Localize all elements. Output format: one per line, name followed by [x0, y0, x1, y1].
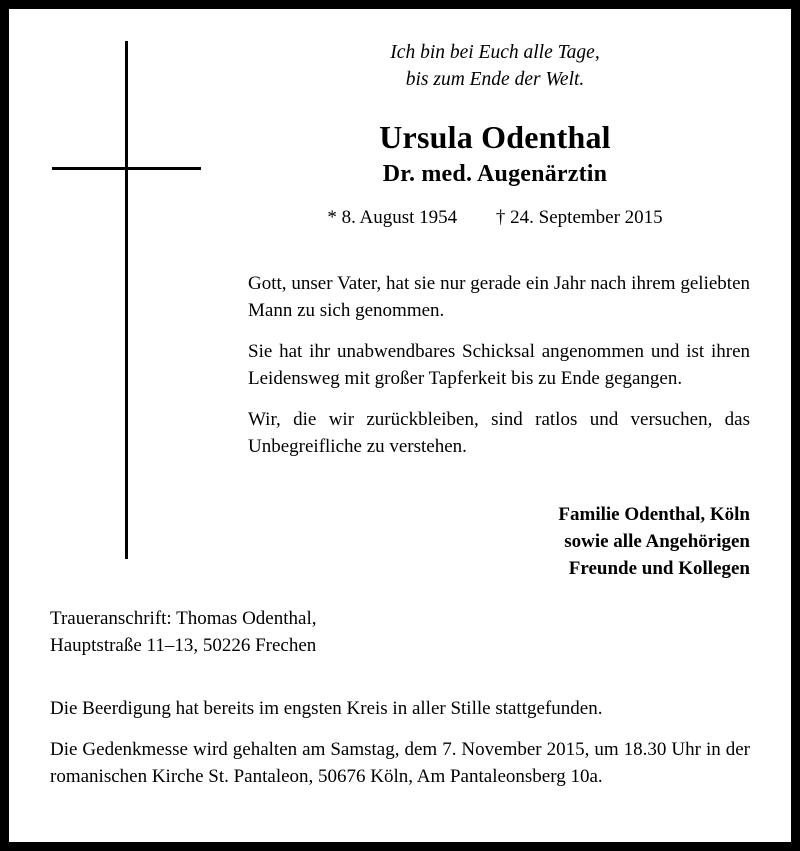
address-line-1: Traueranschrift: Thomas Odenthal,	[50, 608, 317, 629]
birth-date: * 8. August 1954	[327, 207, 458, 228]
address-line-2: Hauptstraße 11–13, 50226 Frechen	[50, 634, 317, 656]
cross-horizontal-bar	[52, 167, 201, 170]
deceased-name: Ursula Odenthal	[379, 119, 611, 155]
tribute-paragraph: Sie hat ihr unabwendbares Schicksal angenommen und ist ihren Leidensweg mit großer Tapferkeit bis zu Ende gegangen.	[248, 340, 750, 389]
epigraph	[240, 40, 750, 93]
epigraph-line-2: bis zum Ende der Welt.	[405, 68, 585, 90]
tribute-paragraph: Wir, die wir zurückbleiben, sind ratlos und versuchen, das Unbegreifliche zu verstehen.	[248, 408, 750, 457]
tribute-text	[248, 271, 750, 461]
epigraph-line-1: Ich bin bei Euch alle Tage,	[390, 42, 600, 63]
cross-vertical-bar	[125, 41, 128, 559]
signature-line-3: Freunde und Kollegen	[568, 557, 750, 579]
signature-line-1: Familie Odenthal, Köln	[558, 504, 750, 525]
condolence-address	[50, 606, 570, 660]
deceased-subtitle: Dr. med. Augenärztin	[382, 161, 608, 187]
signature-block	[400, 502, 750, 583]
life-dates	[240, 207, 750, 230]
announcement-burial: Die Beerdigung hat bereits im engsten Kreis in aller Stille stattgefunden.	[50, 698, 603, 719]
announcement-memorial-mass: Die Gedenkmesse wird gehalten am Samstag, dem 7. November 2015, um 18.30 Uhr in der romanischen Kirche St. Pantaleon, 50676 Köln, Am Pantaleonsberg 10a.	[50, 738, 750, 787]
death-date: † 24. September 2015	[495, 207, 663, 228]
announcements	[50, 696, 750, 791]
tribute-paragraph: Gott, unser Vater, hat sie nur gerade ein Jahr nach ihrem geliebten Mann zu sich genommen.	[248, 273, 750, 321]
signature-line-2: sowie alle Angehörigen	[564, 530, 750, 552]
